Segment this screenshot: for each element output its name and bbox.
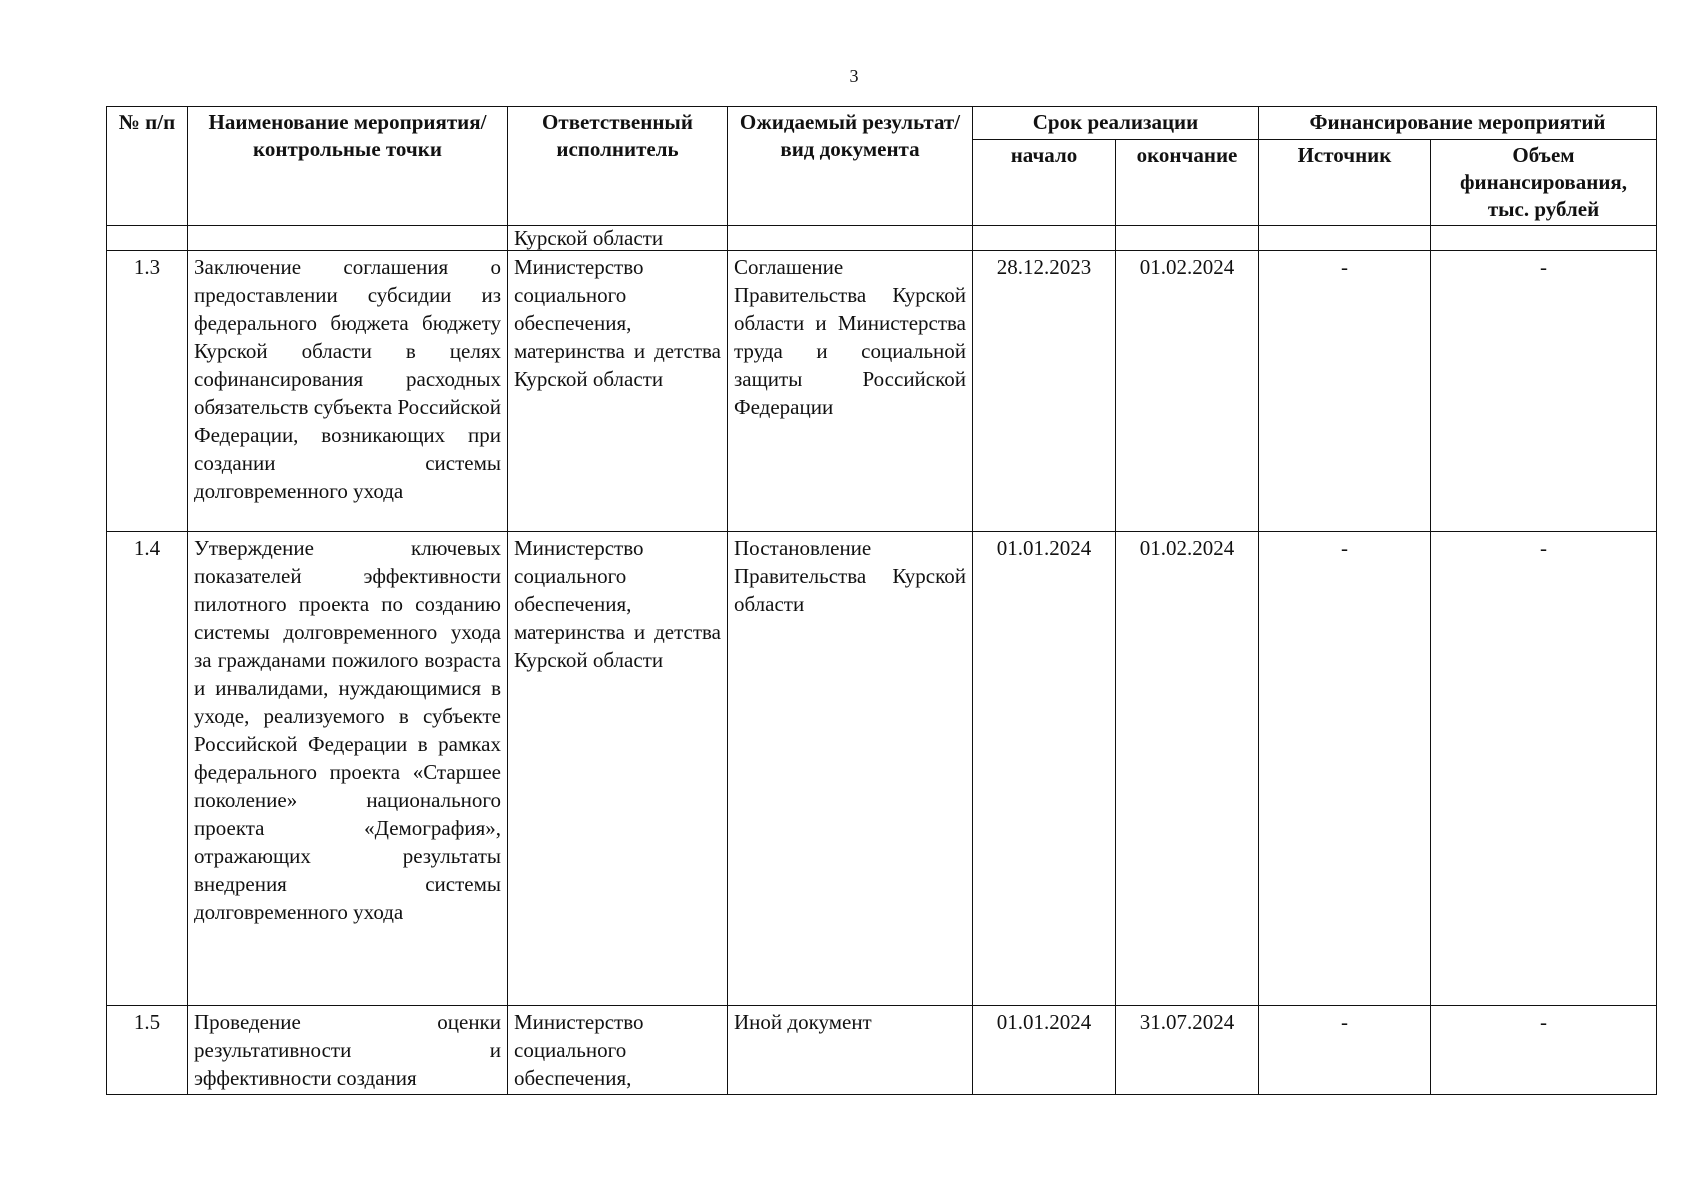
row-responsible: Министерство социального обеспечения, bbox=[508, 1006, 728, 1095]
row-result: Соглашение Правительства Курской области и Министерства труда и социальной защиты Российской Федерации bbox=[728, 251, 973, 532]
row-result: Постановление Правительства Курской области bbox=[728, 532, 973, 1006]
row-result: Иной документ bbox=[728, 1006, 973, 1095]
table-row bbox=[107, 251, 1657, 532]
carryover-end bbox=[1116, 226, 1259, 251]
row-source: - bbox=[1259, 251, 1431, 532]
row-name: Заключение соглашения о предоставлении субсидии из федерального бюджета бюджету Курской области в целях софинансирования расходных обязательств субъекта Российской Федерации, возникающих при создании системы долговременного ухода bbox=[188, 251, 508, 532]
carryover-name bbox=[188, 226, 508, 251]
row-start: 01.01.2024 bbox=[973, 532, 1116, 1006]
row-name: Утверждение ключевых показателей эффективности пилотного проекта по созданию системы долговременного ухода за гражданами пожилого возраста и инвалидами, нуждающимися в уходе, реализуемого в субъекте Российской Федерации в рамках федерального проекта «Старшее поколение» национального проекта «Демография», отражающих результаты внедрения системы долговременного ухода bbox=[188, 532, 508, 1006]
table-row bbox=[107, 1006, 1657, 1095]
carryover-responsible: Курской области bbox=[508, 226, 728, 251]
header-period-end: окончание bbox=[1116, 140, 1259, 226]
row-end: 01.02.2024 bbox=[1116, 532, 1259, 1006]
header-result: Ожидаемый результат/вид документа bbox=[728, 107, 973, 226]
header-source: Источник bbox=[1259, 140, 1431, 226]
carryover-source bbox=[1259, 226, 1431, 251]
page-number: 3 bbox=[849, 66, 859, 86]
row-volume: - bbox=[1431, 532, 1657, 1006]
row-start: 28.12.2023 bbox=[973, 251, 1116, 532]
header-row-top bbox=[107, 107, 1657, 140]
header-responsible: Ответственный исполнитель bbox=[508, 107, 728, 226]
row-source: - bbox=[1259, 532, 1431, 1006]
carryover-start bbox=[973, 226, 1116, 251]
row-end: 31.07.2024 bbox=[1116, 1006, 1259, 1095]
header-name: Наименование мероприятия/контрольные точки bbox=[188, 107, 508, 226]
carryover-volume bbox=[1431, 226, 1657, 251]
row-num: 1.3 bbox=[107, 251, 188, 532]
row-volume: - bbox=[1431, 1006, 1657, 1095]
row-source: - bbox=[1259, 1006, 1431, 1095]
header-period: Срок реализации bbox=[973, 107, 1259, 140]
row-responsible: Министерство социального обеспечения, материнства и детства Курской области bbox=[508, 532, 728, 1006]
row-volume: - bbox=[1431, 251, 1657, 532]
activities-table bbox=[106, 106, 1657, 1095]
header-period-start: начало bbox=[973, 140, 1116, 226]
header-volume: Объем финансирования, тыс. рублей bbox=[1431, 140, 1657, 226]
row-end: 01.02.2024 bbox=[1116, 251, 1259, 532]
row-name: Проведение оценки результативности и эффективности создания bbox=[188, 1006, 508, 1095]
row-num: 1.5 bbox=[107, 1006, 188, 1095]
row-start: 01.01.2024 bbox=[973, 1006, 1116, 1095]
table-row bbox=[107, 532, 1657, 1006]
carryover-num bbox=[107, 226, 188, 251]
header-financing: Финансирование мероприятий bbox=[1259, 107, 1657, 140]
row-responsible: Министерство социального обеспечения, материнства и детства Курской области bbox=[508, 251, 728, 532]
carryover-result bbox=[728, 226, 973, 251]
carryover-row bbox=[107, 226, 1657, 251]
row-num: 1.4 bbox=[107, 532, 188, 1006]
header-num: № п/п bbox=[107, 107, 188, 226]
